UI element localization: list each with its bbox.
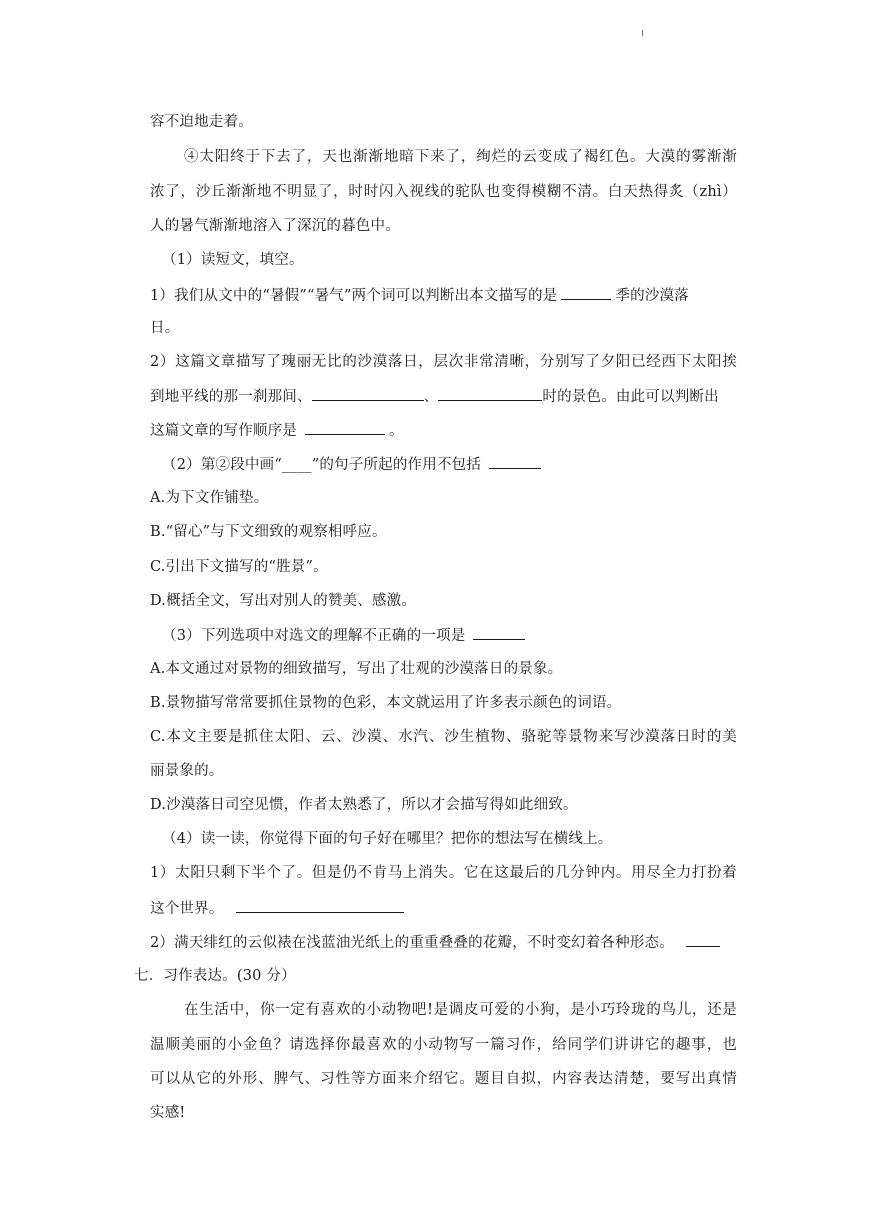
answer-blank-q3[interactable]: [473, 625, 525, 640]
question-4-item-2: [150, 932, 724, 953]
q1-s2-text-b3: 时的景色。由此可以判断出: [542, 389, 719, 405]
page-tick-mark: [642, 30, 643, 36]
answer-blank-season[interactable]: [561, 285, 611, 300]
question-2-option-d: D.概括全文，写出对别人的赞美、感激。: [150, 593, 417, 609]
question-4-title: （4）读一读，你觉得下面的句子好在哪里？把你的想法写在横线上。: [162, 831, 613, 847]
question-1-item-1-line-1: [150, 285, 689, 306]
q1-s2-text-b2: 、: [423, 389, 439, 405]
q2-title-text: （2）第②段中画“____”的句子所起的作用不包括: [162, 457, 482, 473]
q4-s2-text: 2）满天绯红的云似裱在浅蓝油光纸上的重重叠叠的花瓣，不时变幻着各种形态。: [150, 935, 674, 951]
question-3-option-d: D.沙漠落日司空见惯，作者太熟悉了，所以才会描写得如此细致。: [150, 797, 578, 813]
answer-blank-scene-1[interactable]: [312, 386, 424, 401]
q4-s1-text-b: 这个世界。: [150, 901, 224, 917]
section-7-prompt-line-1: 在生活中，你一定有喜欢的小动物吧!是调皮可爱的小狗，是小巧玲珑的鸟儿，还是: [184, 1002, 737, 1018]
question-4-item-1-line-1: 1）太阳只剩下半个了。但是仍不肯马上消失。它在这最后的几分钟内。用尽全力打扮着: [150, 865, 737, 881]
q1-s1-text-a: 1）我们从文中的“暑假”“暑气”两个词可以判断出本文描写的是: [150, 288, 558, 304]
passage-line: 容不迫地走着。: [150, 114, 253, 130]
question-3-option-b: B.景物描写常常要抓住景物的色彩，本文就运用了许多表示颜色的词语。: [150, 695, 622, 711]
passage-paragraph-4-line-2: 浓了，沙丘渐渐地不明显了，时时闪入视线的驼队也变得模糊不清。白天热得炙（zhì）: [150, 184, 737, 200]
answer-blank-q4-2[interactable]: [686, 932, 720, 947]
answer-blank-q2[interactable]: [489, 454, 541, 469]
question-2-title: [162, 454, 545, 475]
passage-paragraph-4-line-1: ④太阳终于下去了，天也渐渐地暗下来了，绚烂的云变成了褐红色。大漠的雾渐渐: [184, 149, 737, 165]
section-7-prompt-line-4: 实感!: [150, 1105, 186, 1121]
section-7-prompt-line-2: 温顺美丽的小金鱼？请选择你最喜欢的小动物写一篇习作，给同学们讲讲它的趣事，也: [150, 1037, 737, 1053]
question-4-item-1-line-2: [150, 898, 408, 919]
question-1-item-2-line-2: [150, 386, 719, 407]
q1-s2-text-c2: 。: [389, 423, 404, 439]
question-1-title: （1）读短文，填空。: [162, 252, 304, 268]
question-3-option-c-line-2: 丽景象的。: [150, 763, 224, 779]
answer-blank-writing-order[interactable]: [305, 420, 385, 435]
answer-blank-scene-2[interactable]: [438, 386, 542, 401]
section-7-title: 七．习作表达。(30 分）: [134, 968, 296, 984]
section-7-prompt-line-3: 可以从它的外形、脾气、习性等方面来介绍它。题目自拟，内容表达清楚，要写出真情: [150, 1071, 737, 1087]
question-1-item-2-line-1: 2）这篇文章描写了瑰丽无比的沙漠落日，层次非常清晰，分别写了夕阳已经西下太阳挨: [150, 354, 737, 370]
question-2-option-a: A.为下文作铺垫。: [150, 490, 269, 506]
question-3-title: [162, 625, 529, 646]
q1-s2-text-b1: 到地平线的那一刹那间、: [150, 389, 312, 405]
q3-title-text: （3）下列选项中对选文的理解不正确的一项是: [162, 628, 466, 644]
question-1-item-1-line-2: 日。: [150, 320, 180, 336]
passage-paragraph-4-line-3: 人的暑气渐渐地溶入了深沉的暮色中。: [150, 218, 400, 234]
q1-s2-text-c1: 这篇文章的写作顺序是: [150, 423, 297, 439]
question-2-option-b: B.“留心”与下文细致的观察相呼应。: [150, 524, 387, 540]
question-1-item-2-line-3: [150, 420, 404, 441]
question-2-option-c: C.引出下文描写的“胜景”。: [150, 559, 328, 575]
question-3-option-a: A.本文通过对景物的细致描写，写出了壮观的沙漠落日的景象。: [150, 661, 563, 677]
question-3-option-c-line-1: C.本文主要是抓住太阳、云、沙漠、水汽、沙生植物、骆驼等景物来写沙漠落日时的美: [150, 729, 737, 745]
answer-blank-q4-1[interactable]: [236, 898, 404, 913]
q1-s1-text-b: 季的沙漠落: [615, 288, 689, 304]
